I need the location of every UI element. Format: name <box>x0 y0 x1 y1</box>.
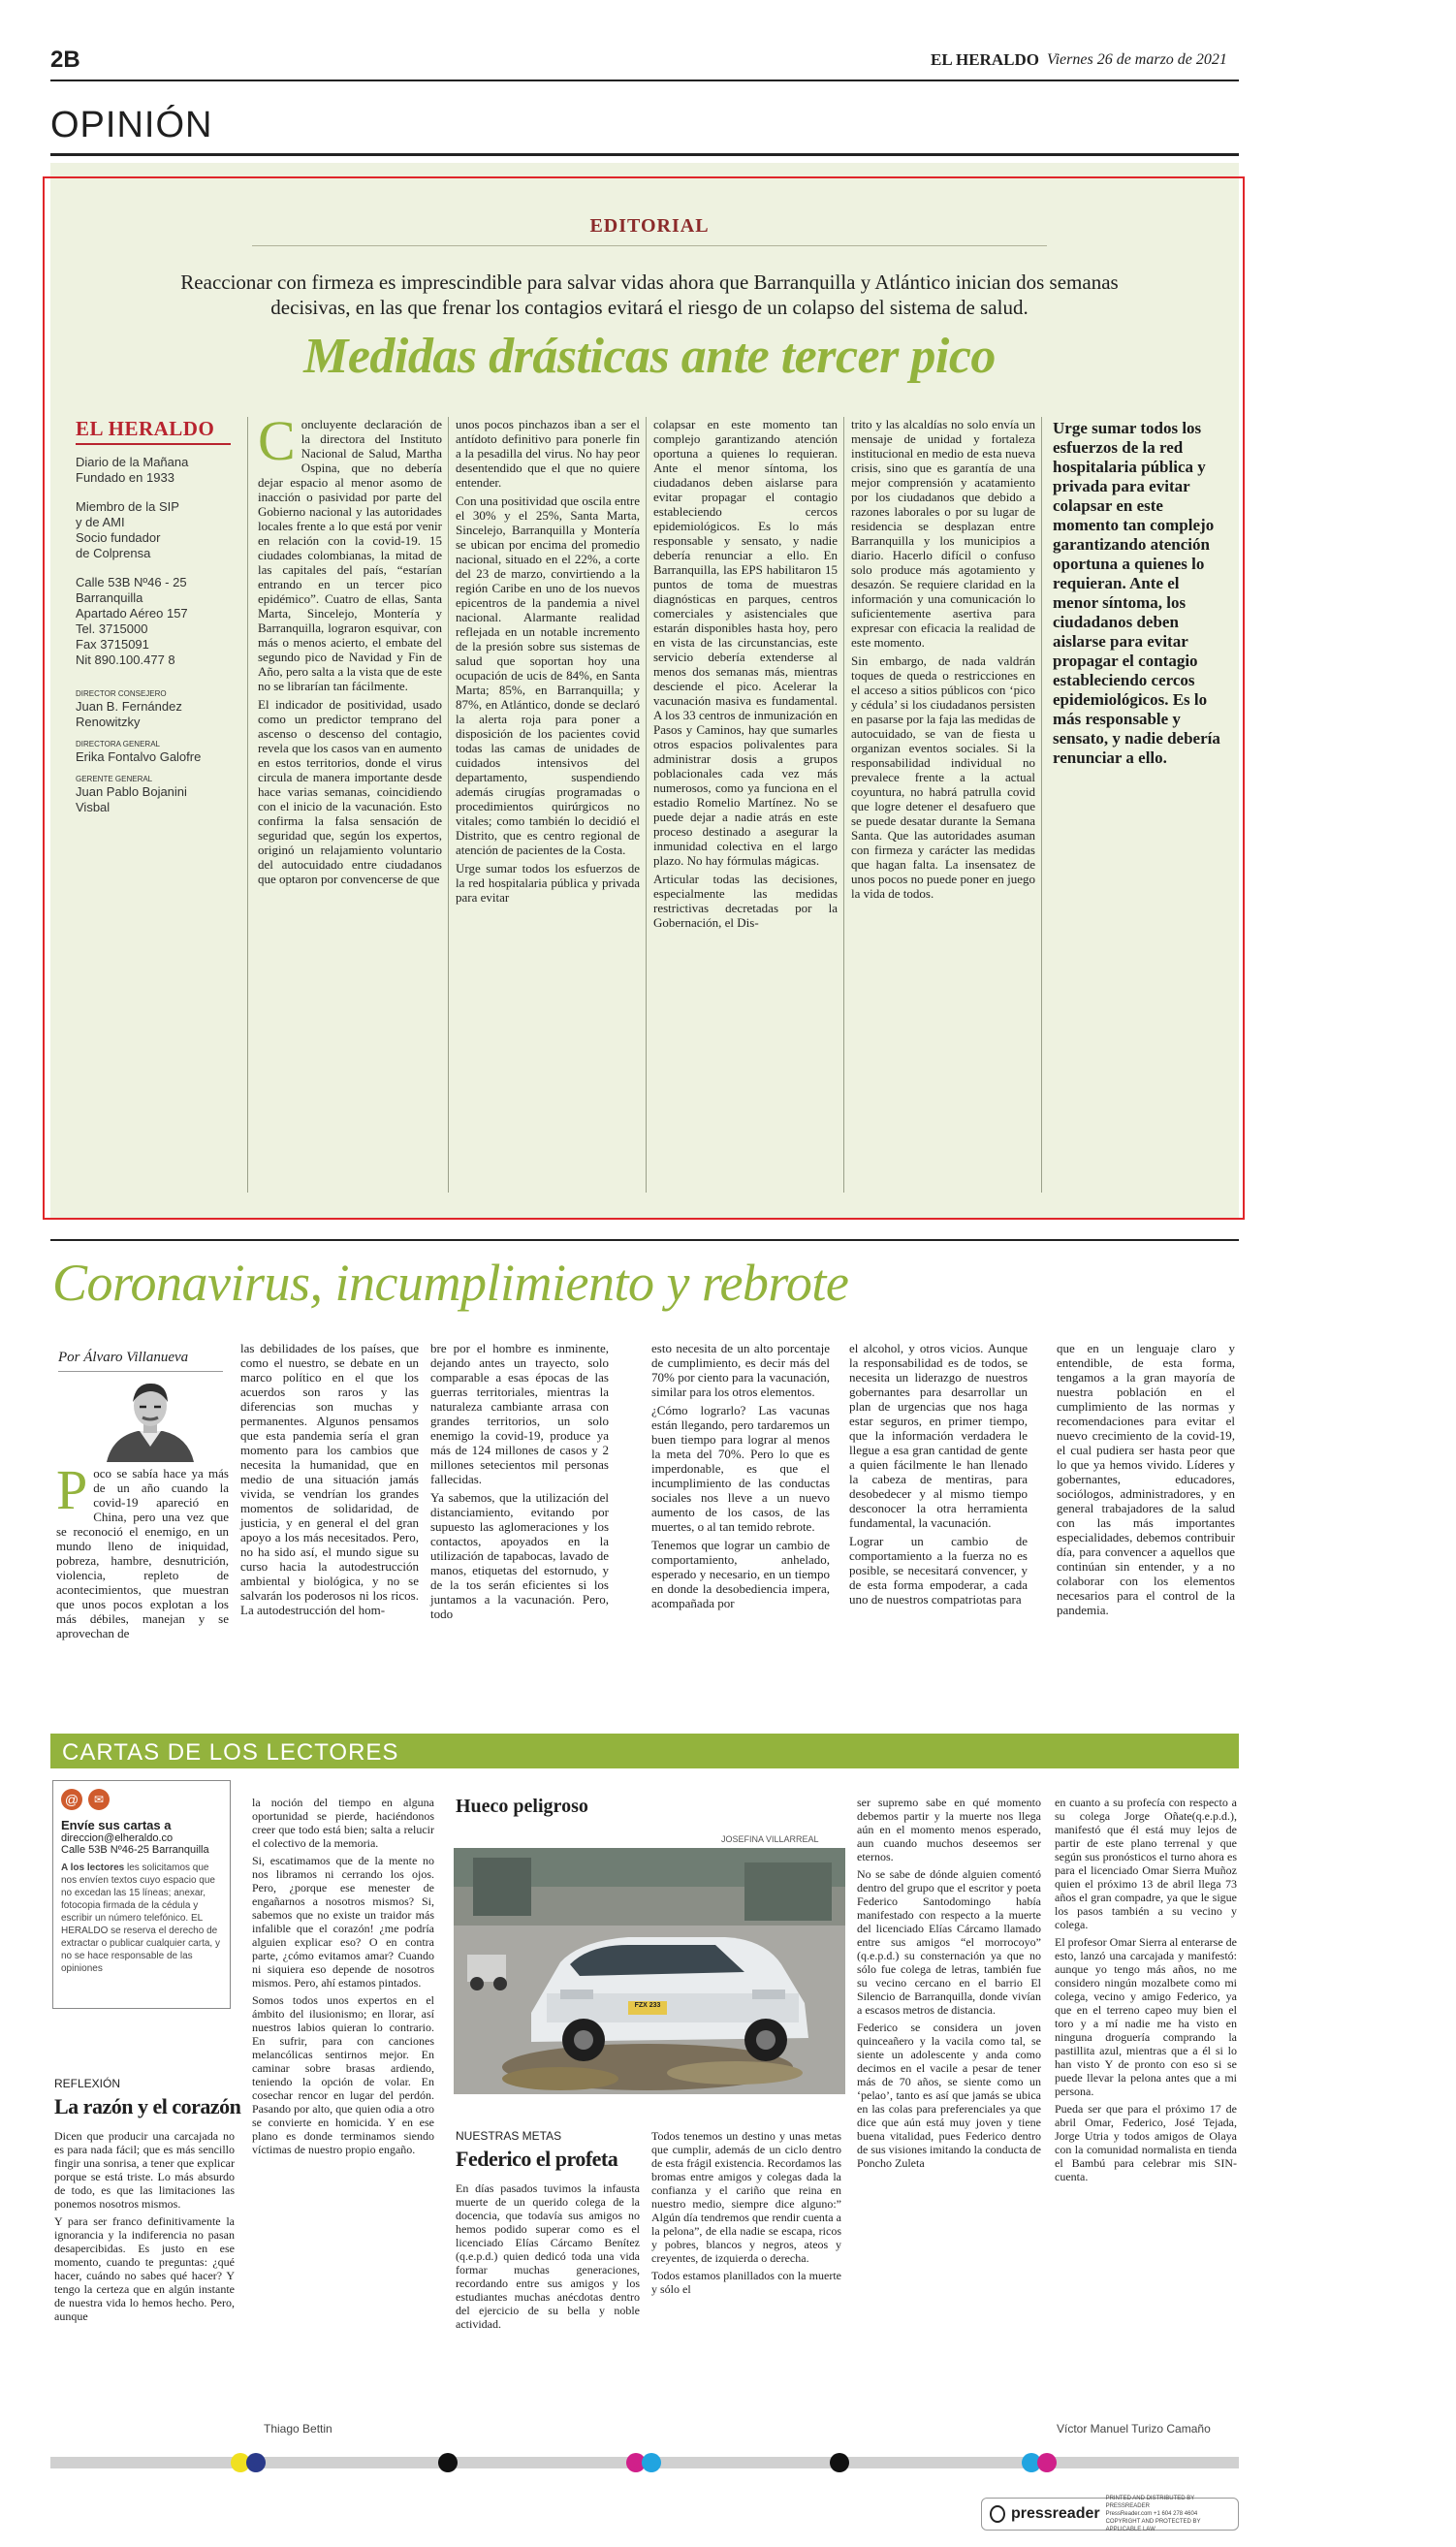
registration-mark <box>246 2453 266 2472</box>
paragraph: El indicador de positividad, usado como un predictor temprano del ascenso o descenso del contagio, revela que los casos van en aumento en estos territorios, donde el virus circula de manera importante desde hace varias semanas, coincidiendo con el inicio de la vacunación. Esto confirma la falsa sensación de seguridad que, según los expertos, originó un relajamiento voluntario del autocuidado entre ciudadanos que optaron por convencerse de que <box>258 697 442 886</box>
editorial-deck: Reaccionar con firmeza es imprescindible para salvar vidas ahora que Barranquilla y Atlántico inician dos semanas decisivas, en las que frenar los contagios evitará el riesgo de un colapso del sistema de salud. <box>180 271 1119 319</box>
paragraph: Con una positividad que oscila entre el 30% y el 25%, Santa Marta, Sincelejo, Barranquilla y Montería se ubican por encima del promedio nacional, situado en el 22%, a corte del 23 de marzo, convirtiendo a la región Caribe en uno de los nuevos epicentros de la pandemia a nivel nacional. Alarmante realidad reflejada en un notable incremento de la presión sobre sus sistemas de salud que soportan hoy una ocupación de ucis de 84%, en Santa Marta; 85%, en Barranquilla; y 87%, en Atlántico, donde se declaró la alerta roja para poner a disposición de los pacientes covid todas las camas de unidades de cuidados intensivos del departamento, suspendiendo además cirugías programadas o procedimientos quirúrgicos no vitales; como también lo decidió el Distrito, que es centro regional de atención de pacientes de la Costa. <box>456 493 640 857</box>
letter-signature: Thiago Bettin <box>264 2422 332 2436</box>
masthead-line: Miembro de la SIP <box>76 499 179 514</box>
paper-name: EL HERALDO <box>931 50 1039 69</box>
masthead-logo: EL HERALDO <box>76 417 215 440</box>
paragraph: unos pocos pinchazos iban a ser el antídoto definitivo para ponerle fin a la pesadilla del virus. No hay peor desentendido que el que no quiere entender. <box>456 417 640 490</box>
column-col-5 <box>849 1341 1028 1610</box>
paragraph: ¿Cómo lograrlo? Las vacunas están llegando, pero tardaremos un buen tiempo para lograr al menos la meta del 70%. Pero lo que es imperdonable, es que el incumplimiento de las conductas sociales nos lleve a un nuevo aumento de los casos, de las muertes, o al tan temido rebrote. <box>651 1403 830 1534</box>
paragraph: Si, escatimamos que de la mente no nos libramos ni cerrando los ojos. Pero, ¿porque ese menester de engañarnos a nosotros mismos? Si, sabemos que no existe un traidor más infalible que el corazón! ¿me podría alguien explicar eso? O en contra parte, ¿cómo evitamos amar? Cuando ni siquiera eso depende de nosotros mismos. Pero, ahí estamos pintados. <box>252 1854 434 1990</box>
paragraph: oncluyente declaración de la directora del Instituto Nacional de Salud, Martha Ospina, que no debería dejar espacio al menor asomo de inacción o pasividad por parte del Gobierno nacional y las autoridades locales frente a lo que está por venir en relación con la covid-19. 15 ciudades colombianas, la mitad de las capitales del país, “estarían entrando en un tercer pico epidémico”. Cuatro de ellas, Santa Marta, Sincelejo, Montería y Barranquilla, lograron esquivar, con más o menos acierto, el embate del segundo pico de Navidad y Fin de Año, pero salta a la vista que de este no se librarían tan fácilmente. <box>258 417 442 693</box>
paragraph: en cuanto a su profecía con respecto a su colega Jorge Oñate(q.e.p.d.), manifestó que él está muy lejos de partir de este plano terrenal y que según sus pronósticos el turno ahora es para el licenciado Omar Sierra Muñoz quien el próximo 13 de abril llega 73 años el gran compadre, ya que le sigue los pasos también a su vecino y colega. <box>1055 1796 1237 1931</box>
paragraph: esto necesita de un alto porcentaje de cumplimiento, es decir más del 70% por ciento para la vacunación, similar para los otros elementos. <box>651 1341 830 1399</box>
paragraph: Ya sabemos, que la utilización del distanciamiento, evitando por supuesto las aglomeraciones y los contactos, apoyados en la utilización de tapabocas, lavado de manos, etiquetas del estornudo, y de la tos serán eficientes si los juntamos a la vacunación. Pero, todo <box>430 1490 609 1621</box>
section-rule <box>50 153 1239 156</box>
send-letters-note <box>61 1862 222 1975</box>
masthead-rule <box>76 443 231 445</box>
masthead-line: Fundado en 1933 <box>76 470 174 485</box>
column-col-2 <box>240 1341 419 1621</box>
at-icon: @ <box>61 1789 82 1810</box>
paragraph: las debilidades de los países, que como el nuestro, se debate en un marco político en el que los acuerdos son raros y las diferencias son muchas y permanentes. Algunos pensamos que esta pandemia sería el gran momento para los cambios que necesita la humanidad, que en medio de una situación jamás vivida, se vendrían los grandes momentos de solidaridad, de justicia, y en general el del gran apoyo a los más necesitados. Pero, no ha sido así, el mundo sigue su curso hacia la autodestrucción ambiental y biológica, y no se salvarán los poderosos ni los ricos. La autodestrucción del hom- <box>240 1341 419 1617</box>
column-col-3 <box>430 1341 609 1625</box>
paragraph: Pueda ser que para el próximo 17 de abril Omar, Federico, José Tejada, Jorge Utria y todos amigos de Olaya con la comunidad normalista en tienda el Bambú para celebrar mis SIN-cuenta. <box>1055 2102 1237 2183</box>
masthead-person: Visbal <box>76 800 111 814</box>
pothole-photo <box>454 1848 845 2094</box>
paragraph: colapsar en este momento tan complejo garantizando atención oportuna a quienes lo requieran. Ante el menor síntoma, los ciudadanos deben aislarse para evitar propagar el contagio estableciendo cercos epidemiológicos. Es lo más responsable y sensato, y nadie debería renunciar a ello. En Barranquilla, las EPS habilitaron 15 puntos de toma de muestras diagnósticas en parques, centros comerciales y asistenciales que estarán disponibles hasta hoy, pero en vista de las circunstancias, este servicio debería extenderse al menos dos semanas más, mientras desciende el pico. Acelerar la vacunación masiva es fundamental. A los 33 centros de inmunización en Pasos y Caminos, hay que sumarles otros espacios polivalentes para administrar dosis a grupos poblacionales cada vez más numerosos, como ya funciona en el estadio Romelio Martínez. No se puede dejar a nadie atrás en este proceso destinado a asegurar la inmunidad colectiva en el largo plazo. No hay fórmulas mágicas. <box>653 417 838 868</box>
paragraph: Tenemos que lograr un cambio de comportamiento, anhelado, esperado y necesario, en un tiempo en donde la desobediencia impera, acompañada por <box>651 1538 830 1610</box>
masthead-line: Tel. 3715000 <box>76 621 148 636</box>
section-title: OPINIÓN <box>50 105 213 145</box>
paragraph: En días pasados tuvimos la infausta muerte de un querido colega de la docencia, que todavía sus amigos no hemos podido superar como es el licenciado Elías Cárcamo Benítez (q.e.p.d.) quien dedicó toda una vida formar muchas generaciones, recordando entre sus amigos y los estudiantes muchas anécdotas dentro del ejercicio de su bella y noble actividad. <box>456 2181 640 2331</box>
masthead-line: Diario de la Mañana <box>76 455 189 469</box>
paragraph: el alcohol, y otros vicios. Aunque la responsabilidad es de todos, se necesita un liderazgo de nuestros gobernantes para desarrollar un plan de urgencias que nos haga estar seguros, en primer tiempo, que la información verdadera le llegue a esa gran cantidad de gente a quien fácilmente le han llenado la cabeza de mentiras, para desobedecer y al mismo tiempo desconocer la otra herramienta fundamental, la vacunación. <box>849 1341 1028 1530</box>
paragraph: Todos tenemos un destino y unas metas que cumplir, además de un ciclo dentro de esta frágil existencia. Recordamos las bromas entre amigos y colegas dada la confianza y el cariño que reina en nuestro medio, siempre dice alguno:” Algún día tendremos que rendir cuenta a la pelona”, de ella nadie se escapa, ricos y pobres, blancos y negros, ateos y creyentes, de izquierda o derecha. <box>651 2129 841 2265</box>
editorial-headline: Medidas drásticas ante tercer pico <box>303 329 996 384</box>
paragraph: Articular todas las decisiones, especialmente las medidas restrictivas decretadas por la Gobernación, el Dis- <box>653 872 838 930</box>
letter-signature: Víctor Manuel Turizo Camaño <box>1057 2422 1211 2436</box>
masthead-role: DIRECTOR CONSEJERO <box>76 689 167 698</box>
letter-title: Hueco peligroso <box>456 1796 588 1817</box>
masthead-line: Apartado Aéreo 157 <box>76 606 188 621</box>
column-headline: Coronavirus, incumplimiento y rebrote <box>52 1254 849 1312</box>
byline-rule <box>58 1371 223 1372</box>
masthead-person: Erika Fontalvo Galofre <box>76 749 202 764</box>
editorial-column-2 <box>456 417 640 908</box>
column-byline: Por Álvaro Villanueva <box>58 1350 189 1365</box>
pull-quote: Urge sumar todos los esfuerzos de la red hospitalaria pública y privada para evitar colapsar en este momento tan complejo garantizando atención oportuna a quienes lo requieran. Ante el menor síntoma, los ciudadanos deben aislarse para evitar propagar el contagio estableciendo cercos epidemiológicos. Es lo más responsable y sensato, y nadie debería renunciar a ello. <box>1053 419 1220 767</box>
paragraph: No se sabe de dónde alguien comentó dentro del grupo que el escritor y poeta Federico Santodomingo había manifestado con respecto a la muerte del licenciado Elías Cárcamo llamado entre sus amigos “el morrocoyo” (q.e.p.d.) su consternación ya que no sólo fue colega de letras, también fue su vecino cercano en el barrio El Silencio de Barranquilla, donde vivían a escasos metros de distancia. <box>857 1867 1041 2017</box>
kicker-rule <box>252 245 1047 246</box>
send-letters-email[interactable]: direccion@elheraldo.co <box>61 1832 174 1844</box>
letter-title: La razón y el corazón <box>54 2094 241 2118</box>
author-photo <box>97 1377 204 1462</box>
edition-date: Viernes 26 de marzo de 2021 <box>1047 51 1227 68</box>
letter-3-col-1 <box>456 2181 640 2335</box>
masthead-line: Barranquilla <box>76 590 143 605</box>
column-divider <box>247 417 248 1193</box>
paragraph: oco se sabía hace ya más de un año cuando la covid-19 apareció en China, pero una vez que se reconoció el enemigo, en un mundo lleno de iniquidad, pobreza, hambre, desnutrición, violencia, repleto de acontecimientos, que muestran que unos pocos explotan a los más débiles, manejan y se aprovechan de <box>56 1466 229 1640</box>
registration-mark <box>1037 2453 1057 2472</box>
editorial-column-1 <box>258 409 442 890</box>
paragraph: bre por el hombre es inminente, dejando antes un trayecto, solo comparable a esas épocas de las guerras territoriales, mientras la naturaleza cambiante arrasa con grandes territorios, un solo enemigo la covid-19, produce ya más de 124 millones de casos y 2 millones setecientos mil personas fallecidas. <box>430 1341 609 1486</box>
registration-mark <box>830 2453 849 2472</box>
paragraph: trito y las alcaldías no solo envía un mensaje de unidad y fortaleza institucional en medio de esta nueva crisis, sino que es garantía de una mejor comprensión y acatamiento por los ciudadanos que debido a razones laborales o por su lugar de residencia se desplazan entre Barranquilla y los municipios a diario. Hacerlo difícil o confuso solo produce más agotamiento y desazón. Se requiere claridad en la información y una comunicación lo suficientemente asertiva para expresar con eficacia la realidad de este momento. <box>851 417 1035 650</box>
dropcap: C <box>258 409 296 472</box>
print-line: PressReader.com +1 604 278 4604 <box>1105 2511 1198 2517</box>
paragraph: la noción del tiempo en alguna oportunidad se pierde, haciéndonos creer que todo está bien; salta a relucir el colectivo de la memoria. <box>252 1796 434 1850</box>
print-line: PRINTED AND DISTRIBUTED BY PRESSREADER <box>1105 2496 1195 2509</box>
send-letters-box <box>52 1780 231 2009</box>
masthead-line: Nit 890.100.477 8 <box>76 653 175 667</box>
send-letters-address: Calle 53B Nº46-25 Barranquilla <box>61 1844 209 1856</box>
paragraph: Sin embargo, de nada valdrán toques de queda o restricciones en el acceso a sitios públicos con ‘pico y cédula’ si los ciudadanos persisten en pasarse por la faja las medidas de autocuidado, se van de fiesta u organizan eventos sociales. Si la responsabilidad individual no prevalece frente a la actual coyuntura, no habrá patrulla covid que logre detener el desafuero que se puede desatar durante la Semana Santa. Que las autoridades asuman con firmeza y carácter las medidas que hagan falta. La insensatez de unos pocos no puede poner en juego la vida de todos. <box>851 653 1035 901</box>
dropcap: P <box>56 1458 88 1521</box>
editorial-column-3 <box>653 417 838 934</box>
paragraph: Urge sumar todos los esfuerzos de la red hospitalaria pública y privada para evitar <box>456 861 640 905</box>
pressreader-brand: pressreader <box>1010 2505 1100 2522</box>
column-col-1 <box>56 1458 229 1644</box>
masthead-line: y de AMI <box>76 515 125 529</box>
print-line: COPYRIGHT AND PROTECTED BY APPLICABLE LAW <box>1105 2519 1201 2532</box>
paragraph: Dicen que producir una carcajada no es para nada fácil; que es más sencillo fingir una sonrisa, a tener que explicar porque se está triste. Lo más absurdo de todo, es que las limitaciones las ponemos nosotros mismos. <box>54 2129 235 2211</box>
masthead-person: Juan B. Fernández <box>76 699 182 714</box>
column-divider <box>646 417 647 1193</box>
paragraph: Y para ser franco definitivamente la ignorancia y la indiferencia no pasan desapercibidas. Es justo en ese momento, cuando te preguntas: ¿qué hacer, cuándo no sabes qué hacer? Y tengo la certeza que en algún instante de nuestra vida lo hemos hecho. Pero, aunque <box>54 2214 235 2323</box>
masthead-line: de Colprensa <box>76 546 151 560</box>
masthead-line: Calle 53B Nº46 - 25 <box>76 575 187 589</box>
column-col-4 <box>651 1341 830 1614</box>
column-divider <box>843 417 844 1193</box>
masthead-role: GERENTE GENERAL <box>76 775 153 783</box>
paragraph: Federico se considera un joven quinceañero y la vacila como tal, se siente un adolescente y anda como decimos en el vacile a pesar de tener más de 70 años, se siente como un ‘pelao’, tanto es así que jamás se ubica en las colas para preferenciales ya que dice que aún está muy joven y tiene buena vitalidad, pues Federico dentro de sus visiones imitando la conducta de Poncho Zuleta <box>857 2021 1041 2170</box>
column-divider <box>448 417 449 1193</box>
masthead-line: Fax 3715091 <box>76 637 149 652</box>
page-number: 2B <box>50 47 80 73</box>
registration-mark <box>642 2453 661 2472</box>
letter-1-col-1 <box>54 2129 235 2327</box>
paragraph: El profesor Omar Sierra al enterarse de esto, lanzó una carcajada y manifestó: aunque yo tengo más años, no me considero ningún mozalbete como mi colega, vecino y amigo Federico, ya que en el terreno capeo muy bien el toro y a mí nadie me ha visto en ninguna droguería comprando la pastillita azul, mientras que a él si lo han visto Y de pronto con eso si se puede llevar la pelona antes que a mi persona. <box>1055 1935 1237 2098</box>
masthead-line: Socio fundador <box>76 530 161 545</box>
pressreader-print-info <box>1106 2495 1230 2533</box>
letter-title: Federico el profeta <box>456 2147 618 2171</box>
paragraph: Somos todos unos expertos en el ámbito del ilusionismo; en llorar, así nuestros labios quieran lo contrario. En sufrir, para con canciones melancólicas sentirnos mejor. En caminar sobre brasas ardiendo, teniendo la opción de volar. En cosechar rencor en lugar del perdón. Pasando por alto, que quien odia a otro se convierte en homicida. Y en ese plano es donde terminamos siendo víctimas de nuestro propio engaño. <box>252 1993 434 2156</box>
license-plate: FZX 233 <box>634 2002 661 2009</box>
masthead-person: Juan Pablo Bojanini <box>76 784 187 799</box>
editorial-column-4 <box>851 417 1035 905</box>
column-col-6 <box>1057 1341 1235 1621</box>
paragraph: ser supremo sabe en qué momento debemos partir y la muerte nos llega aún en el momento menos esperado, aun cuando muchos deseemos ser eternos. <box>857 1796 1041 1863</box>
letters-band-title: CARTAS DE LOS LECTORES <box>62 1739 399 1766</box>
masthead-person: Renowitzky <box>76 715 141 729</box>
send-letters-note-text: les solicitamos que nos envíen textos cuyo espacio que no excedan las 15 líneas; anexar, fotocopia firmada de la cédula y escribir un número telefónico. EL HERALDO se reserva el derecho de extractar o publicar cualquier carta, y no se hace responsable de las opiniones <box>61 1862 220 1974</box>
send-letters-note-lead: A los lectores <box>61 1862 125 1873</box>
mail-icon: ✉ <box>88 1789 110 1810</box>
pressreader-badge[interactable] <box>981 2498 1239 2531</box>
column-top-rule <box>50 1239 1239 1241</box>
masthead <box>76 417 231 815</box>
masthead-role: DIRECTORA GENERAL <box>76 740 160 748</box>
paragraph: Todos estamos planillados con la muerte y sólo el <box>651 2269 841 2296</box>
letter-3-col-4 <box>1055 1796 1237 2187</box>
send-letters-title: Envíe sus cartas a <box>61 1818 172 1832</box>
paragraph: Lograr un cambio de comportamiento a la fuerza no es posible, se necesitará convencer, y de esta forma empoderar, a cada uno de nuestros compatriotas para <box>849 1534 1028 1607</box>
registration-mark <box>438 2453 458 2472</box>
column-divider <box>1041 417 1042 1193</box>
letter-3-col-2 <box>651 2129 841 2300</box>
pressreader-logo-icon <box>990 2505 1005 2523</box>
editorial-kicker: EDITORIAL <box>589 215 710 237</box>
paragraph: que en un lenguaje claro y entendible, de esta forma, tengamos a la gran mayoría de nuestra población en el cumplimiento de las normas y recomendaciones para evitar el nuevo crecimiento de la covid-19, el cual pudiera ser hasta peor que lo que ya hemos vivido. Líderes y gobernantes, educadores, sociólogos, administradores, y en general trabajadores de la salud con las más importantes especialidades, debemos contribuir día, para convencer a aquellos que continúan sin entender, y a no colaborar con los elementos necesarios para el control de la pandemia. <box>1057 1341 1235 1617</box>
letter-kicker: REFLEXIÓN <box>54 2077 121 2090</box>
letter-kicker: NUESTRAS METAS <box>456 2129 562 2143</box>
photo-credit: JOSEFINA VILLARREAL <box>721 1834 819 1844</box>
letter-1-col-2 <box>252 1796 434 2160</box>
letter-3-col-3 <box>857 1796 1041 2174</box>
top-rule <box>50 80 1239 81</box>
